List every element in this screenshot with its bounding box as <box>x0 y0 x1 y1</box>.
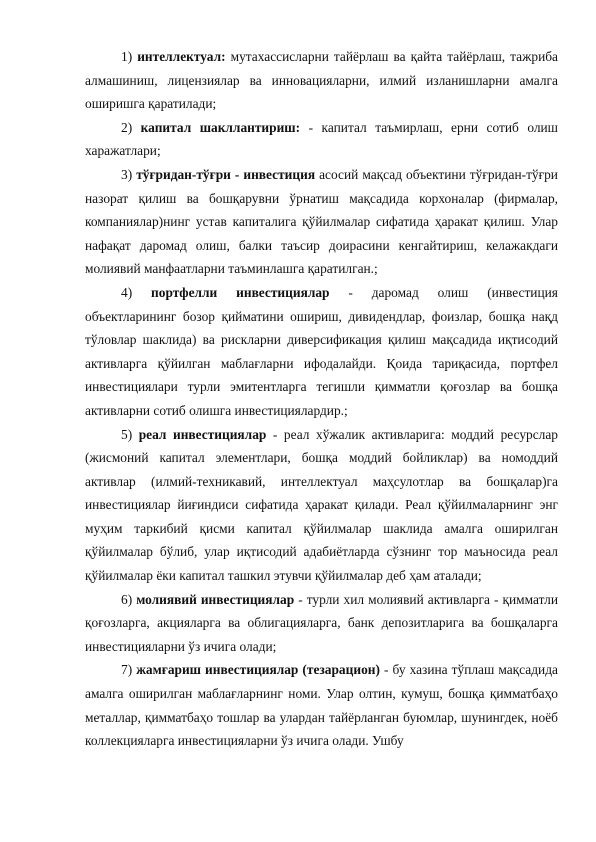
item-text: мутахассисларни тайёрлаш ва қайта тайёрлаш, тажриба алмашиниш, лицензиялар ва инновацияларни, илмий изланишларни амалга оширишга қаратилади; <box>85 49 558 112</box>
item-term: портфелли инвестициялар <box>151 284 330 300</box>
item-term: интеллектуал: <box>137 49 226 64</box>
item-number: 5) <box>121 426 133 442</box>
item-number: 3) <box>121 166 133 182</box>
item-text: - бу хазина тўплаш мақсадида амалга оширилган маблағларнинг номи. Улар олтин, кумуш, бошқа қимматбаҳо металлар, қимматбаҳо тошлар ва улардан тайёрланган буюмлар, шунингдек, ноёб коллекцияларга инвестицияларни ўз ичига олади. Ушбу <box>85 662 558 749</box>
item-number: 1) <box>121 49 133 64</box>
item-term: тўғридан-тўғри - инвестиция <box>136 166 316 182</box>
item-term: жамғариш инвестициялар (тезарацион) <box>136 662 380 678</box>
paragraph-direct-investment <box>85 163 558 281</box>
item-text: - капитал таъмирлаш, ерни сотиб олиш харажатлари; <box>85 119 558 159</box>
item-number: 2) <box>121 119 133 135</box>
item-text: - даромад олиш (инвестиция объектларининг бозор қийматини ошириш, дивидендлар, фоизлар, бошқа нақд тўловлар шаклида) ва рискларни диверсификация қилиш мақсадида иқтисодий активларга қўйилган маблағларни ифодалайди. Қоида тариқасида, портфел инвестициялари турли эмитентларга тегишли қимматли қоғозлар ва бошқа активларни сотиб олишга инвестициялардир.; <box>85 284 558 418</box>
item-text: - турли хил молиявий активларга - қимматли қоғозларга, акцияларга ва облигацияларга, банк депозитларига ва бошқаларга инвестицияларни ўз ичига олади; <box>85 591 559 654</box>
item-term: капитал шакллантириш: <box>140 119 301 135</box>
item-text: асосий мақсад объектини тўғридан-тўғри назорат қилиш ва бошқарувни ўрнатиш мақсадида корхоналар (фирмалар, компаниялар)нинг устав капиталига қўйилмалар сифатида ҳаракат қилиш. Улар нафақат даромад олиш, балки таъсир доирасини кенгайтириш, келажакдаги молиявий манфаатларни таъминлашга қаратилган.; <box>85 166 558 277</box>
item-number: 7) <box>121 662 133 678</box>
paragraph-financial-investment <box>85 588 558 659</box>
item-text: - реал хўжалик активларига: моддий ресурслар (жисмоний капитал элементлари, бошқа моддий бойликлар) ва номоддий активлар (илмий-техникавий, интеллектуал маҳсулотлар ва бошқалар)га инвестициялар йиғиндиси сифатида ҳаракат қилади. Реал қўйилмаларнинг энг муҳим таркибий қисми капитал қўйилмалар шаклида амалга оширилган қўйилмалар бўлиб, улар иқтисодий адабиётларда сўзнинг тор маъносида реал қўйилмалар ёки капитал ташкил этувчи қўйилмалар деб ҳам аталади; <box>85 426 558 584</box>
item-number: 4) <box>121 284 133 300</box>
paragraph-accumulation-investment <box>85 658 558 752</box>
paragraph-portfolio-investment <box>85 281 558 423</box>
item-term: молиявий инвестициялар <box>136 591 295 607</box>
paragraph-real-investment <box>85 423 558 588</box>
paragraph-intellectual <box>85 45 558 116</box>
document-page <box>85 45 558 753</box>
item-number: 6) <box>121 591 133 607</box>
paragraph-capital-formation <box>85 116 558 163</box>
item-term: реал инвестициялар <box>138 426 267 442</box>
